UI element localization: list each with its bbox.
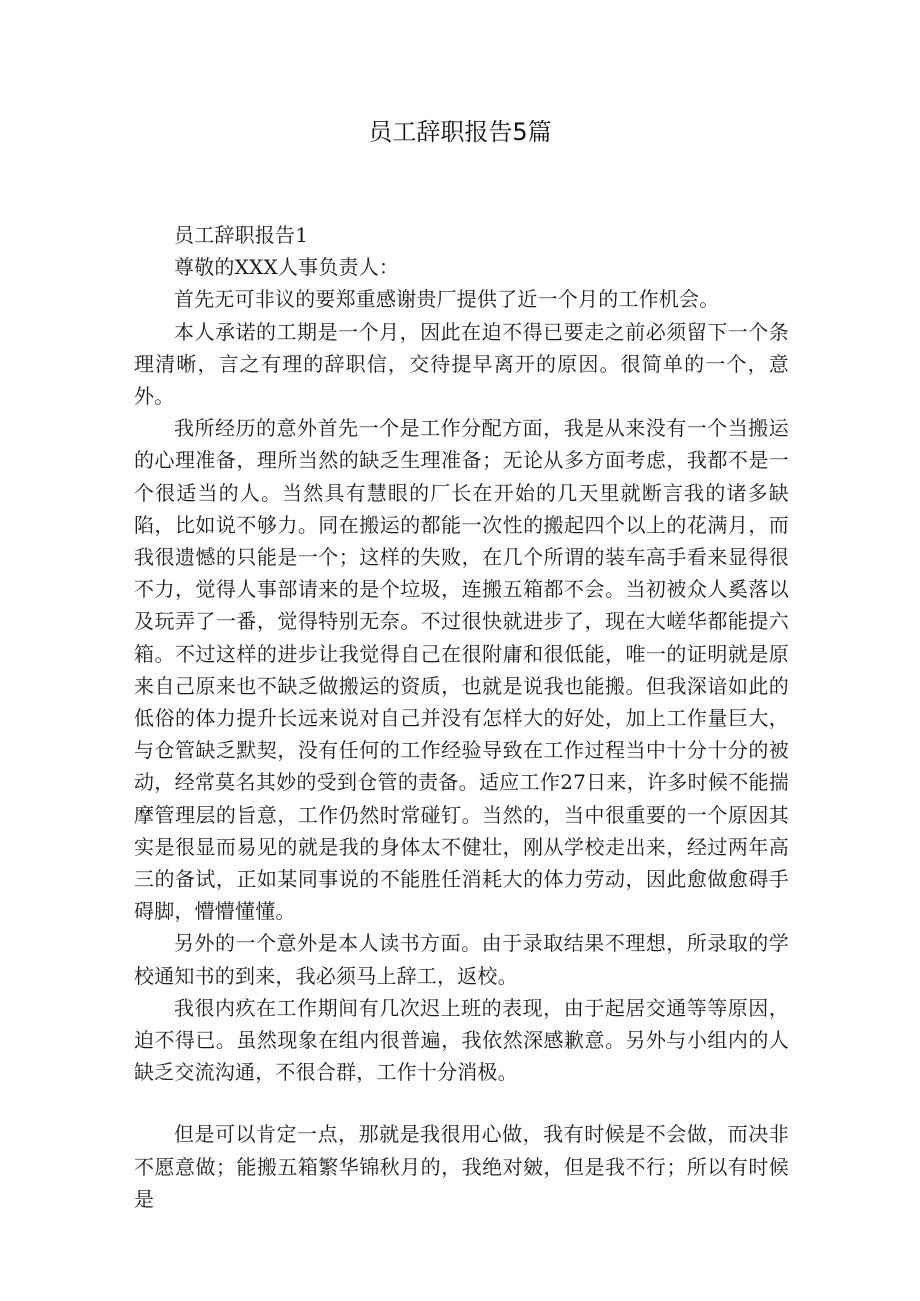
salutation: 尊敬的XXX人事负责人： bbox=[174, 255, 400, 280]
body-paragraph: 我所经历的意外首先一个是工作分配方面，我是从来没有一个当搬运的心理准备，理所当然的缺乏生理准备；无论从多方面考虑，我都不是一个很适当的人。当然具有慧眼的厂长在开始的几天里就断言我的诸多缺陷，比如说不够力。同在搬运的都能一次性的搬起四个以上的花满月，而我很遗憾的只能是一个；这样的失败，在几个所谓的装车高手看来显得很不力，觉得人事部请来的是个垃圾，连搬五箱都不会。当初被众人奚落以及玩弄了一番，觉得特别无奈。不过很快就进步了，现在大嵯华都能提六箱。不过这样的进步让我觉得自己在很附庸和很低能，唯一的证明就是原来自己原来也不缺乏做搬运的资质，也就是说我也能搬。但我深谙如此的低俗的体力提升长远来说对自己并没有怎样大的好处，加上工作量巨大，与仓管缺乏默契，没有任何的工作经验导致在工作过程当中十分十分的被动，经常莫名其妙的受到仓管的责备。适应工作27日来，许多时候不能揣摩管理层的旨意，工作仍然时常碰钉。当然的，当中很重要的一个原因其实是很显而易见的就是我的身体太不健壮，刚从学校走出来，经过两年高三的备试，正如某同事说的不能胜任消耗大的体力劳动，因此愈做愈碍手碍脚，懵懵懂懂。 bbox=[134, 416, 789, 924]
document-title: 员工辞职报告5篇 bbox=[368, 118, 552, 146]
body-paragraph: 我很内疚在工作期间有几次迟上班的表现，由于起居交通等等原因，迫不得已。虽然现象在组内很普遍，我依然深感歉意。另外与小组内的人缺乏交流沟通，不很合群，工作十分消极。 bbox=[134, 995, 789, 1085]
body-paragraph: 首先无可非议的要郑重感谢贵厂提供了近一个月的工作机会。 bbox=[174, 287, 720, 312]
body-paragraph: 本人承诺的工期是一个月，因此在迫不得已要走之前必须留下一个条理清晰，言之有理的辞职信，交待提早离开的原因。很简单的一个，意外。 bbox=[134, 319, 789, 409]
document-body bbox=[134, 219, 789, 1215]
body-paragraph: 但是可以肯定一点，那就是我很用心做，我有时候是不会做，而决非不愿意做；能搬五箱繁华锦秋月的，我绝对皴，但是我不行；所以有时候是 bbox=[134, 1122, 789, 1211]
section-heading: 员工辞职报告1 bbox=[174, 223, 309, 247]
body-paragraph: 另外的一个意外是本人读书方面。由于录取结果不理想，所录取的学校通知书的到来，我必须马上辞工，返校。 bbox=[134, 931, 789, 988]
